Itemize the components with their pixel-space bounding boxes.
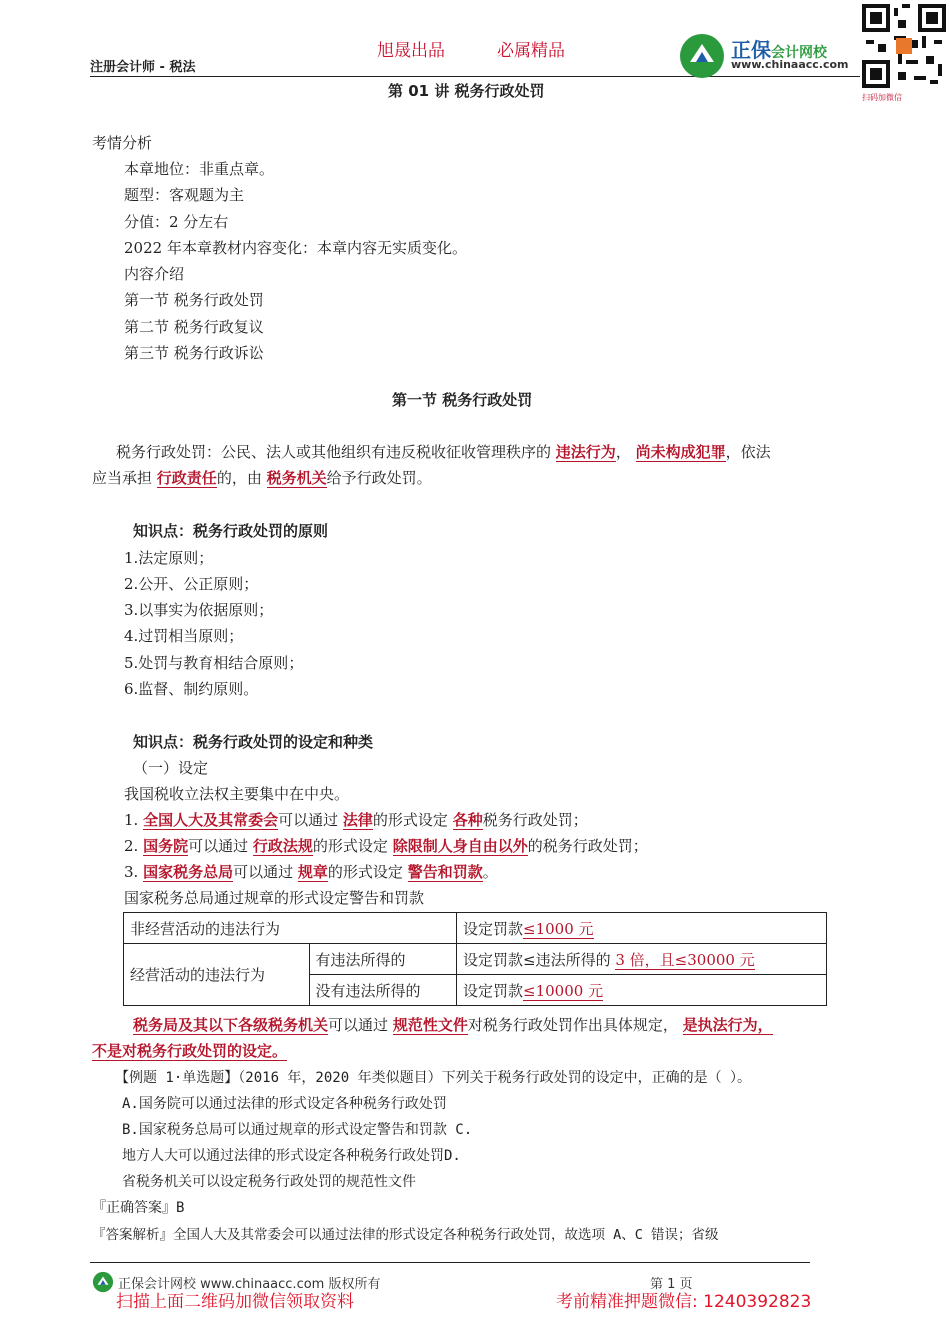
kp2-title: 知识点：税务行政处罚的设定和种类 (133, 733, 374, 751)
example-analysis: 『答案解析』全国人大及其常委会可以通过法律的形式设定各种税务行政处罚，故选项 A、C 错误；省级 (92, 1227, 719, 1243)
footer-logo-icon (92, 1271, 114, 1293)
header-course: 注册会计师 - 税法 (90, 60, 196, 75)
table-cell: 设定罚款≤1000 元 (457, 913, 827, 944)
fine-table (123, 912, 827, 1006)
kp1-item: 4.过罚相当原则； (124, 627, 244, 645)
note-line-1: 税务局及其以下各级税务机关可以通过 规范性文件对税务行政处罚作出具体规定， 是执法行为， (133, 1016, 773, 1034)
page-title: 第 01 讲 税务行政处罚 (388, 82, 545, 100)
kp2-subheading: （一）设定 (133, 759, 209, 777)
section-heading: 第一节 税务行政处罚 (392, 391, 533, 409)
kp1-item: 3.以事实为依据原则； (124, 601, 274, 619)
table-row (124, 913, 827, 944)
logo-emblem-icon (678, 32, 726, 80)
analysis-line: 内容介绍 (124, 265, 185, 283)
logo-url[interactable]: www.chinaacc.com (731, 58, 849, 71)
example-option: A.国务院可以通过法律的形式设定各种税务行政处罚 (122, 1096, 447, 1112)
rule-line-3: 3. 国家税务总局可以通过 规章的形式设定 警告和罚款。 (124, 863, 498, 881)
analysis-heading: 考情分析 (92, 134, 153, 152)
qr-code-icon (862, 4, 946, 88)
chinaacc-logo[interactable] (678, 32, 726, 84)
table-cell: 非经营活动的违法行为 (124, 913, 457, 944)
kp1-item: 2.公开、公正原则； (124, 575, 259, 593)
footer-rule (90, 1262, 810, 1263)
footer-page-number: 第 1 页 (650, 1277, 693, 1292)
analysis-line: 题型：客观题为主 (124, 186, 245, 204)
definition-line-2: 应当承担 行政责任的，由 税务机关给予行政处罚。 (92, 469, 432, 487)
footer-promo-left: 扫描上面二维码加微信领取资料 (116, 1292, 354, 1312)
table-row (124, 944, 827, 975)
kp1-item: 5.处罚与教育相结合原则； (124, 654, 304, 672)
table-cell: 没有违法所得的 (309, 975, 456, 1006)
definition-line-1: 税务行政处罚：公民、法人或其他组织有违反税收征收管理秩序的 违法行为， 尚未构成犯罪，依法 (116, 443, 771, 461)
note-line-2: 不是对税务行政处罚的设定。 (92, 1042, 288, 1060)
analysis-line: 分值：2 分左右 (124, 213, 229, 231)
example-option: 省税务机关可以设定税务行政处罚的规范性文件 (122, 1174, 416, 1190)
analysis-line: 第一节 税务行政处罚 (124, 291, 264, 309)
footer-copyright: 正保会计网校 www.chinaacc.com 版权所有 (118, 1277, 381, 1292)
table-cell: 经营活动的违法行为 (124, 944, 310, 1006)
footer-logo (92, 1271, 114, 1297)
rule-line-1: 1. 全国人大及其常委会可以通过 法律的形式设定 各种税务行政处罚； (124, 811, 588, 829)
example-answer: 『正确答案』B (92, 1200, 185, 1216)
qr-code[interactable] (862, 4, 946, 88)
footer-promo-right: 考前精准押题微信: 1240392823 (556, 1292, 812, 1312)
table-caption: 国家税务总局通过规章的形式设定警告和罚款 (124, 889, 425, 907)
header-slogan-a: 旭晟出品 (377, 41, 445, 61)
rule-line-2: 2. 国务院可以通过 行政法规的形式设定 除限制人身自由以外的税务行政处罚； (124, 837, 648, 855)
example-option: 地方人大可以通过法律的形式设定各种税务行政处罚D. (122, 1148, 461, 1164)
qr-note: 扫码加微信 (862, 93, 902, 102)
table-cell: 设定罚款≤10000 元 (457, 975, 827, 1006)
logo-title: 正保会计网校 (731, 38, 827, 62)
kp1-item: 1.法定原则； (124, 549, 214, 567)
table-cell: 有违法所得的 (309, 944, 456, 975)
analysis-line: 第二节 税务行政复议 (124, 318, 264, 336)
example-option: B.国家税务总局可以通过规章的形式设定警告和罚款 C. (122, 1122, 473, 1138)
header-rule (90, 76, 860, 77)
example-question: 【例题 1·单选题】（2016 年，2020 年类似题目）下列关于税务行政处罚的设定中，正确的是（ ）。 (115, 1070, 751, 1086)
analysis-line: 2022 年本章教材内容变化：本章内容无实质变化。 (124, 239, 467, 257)
kp1-item: 6.监督、制约原则。 (124, 680, 259, 698)
analysis-line: 本章地位：非重点章。 (124, 160, 275, 178)
kp2-intro: 我国税收立法权主要集中在中央。 (124, 785, 350, 803)
kp1-title: 知识点：税务行政处罚的原则 (133, 522, 329, 540)
table-cell: 设定罚款≤违法所得的 3 倍，且≤30000 元 (457, 944, 827, 975)
analysis-line: 第三节 税务行政诉讼 (124, 344, 264, 362)
header-slogan-b: 必属精品 (497, 41, 565, 61)
